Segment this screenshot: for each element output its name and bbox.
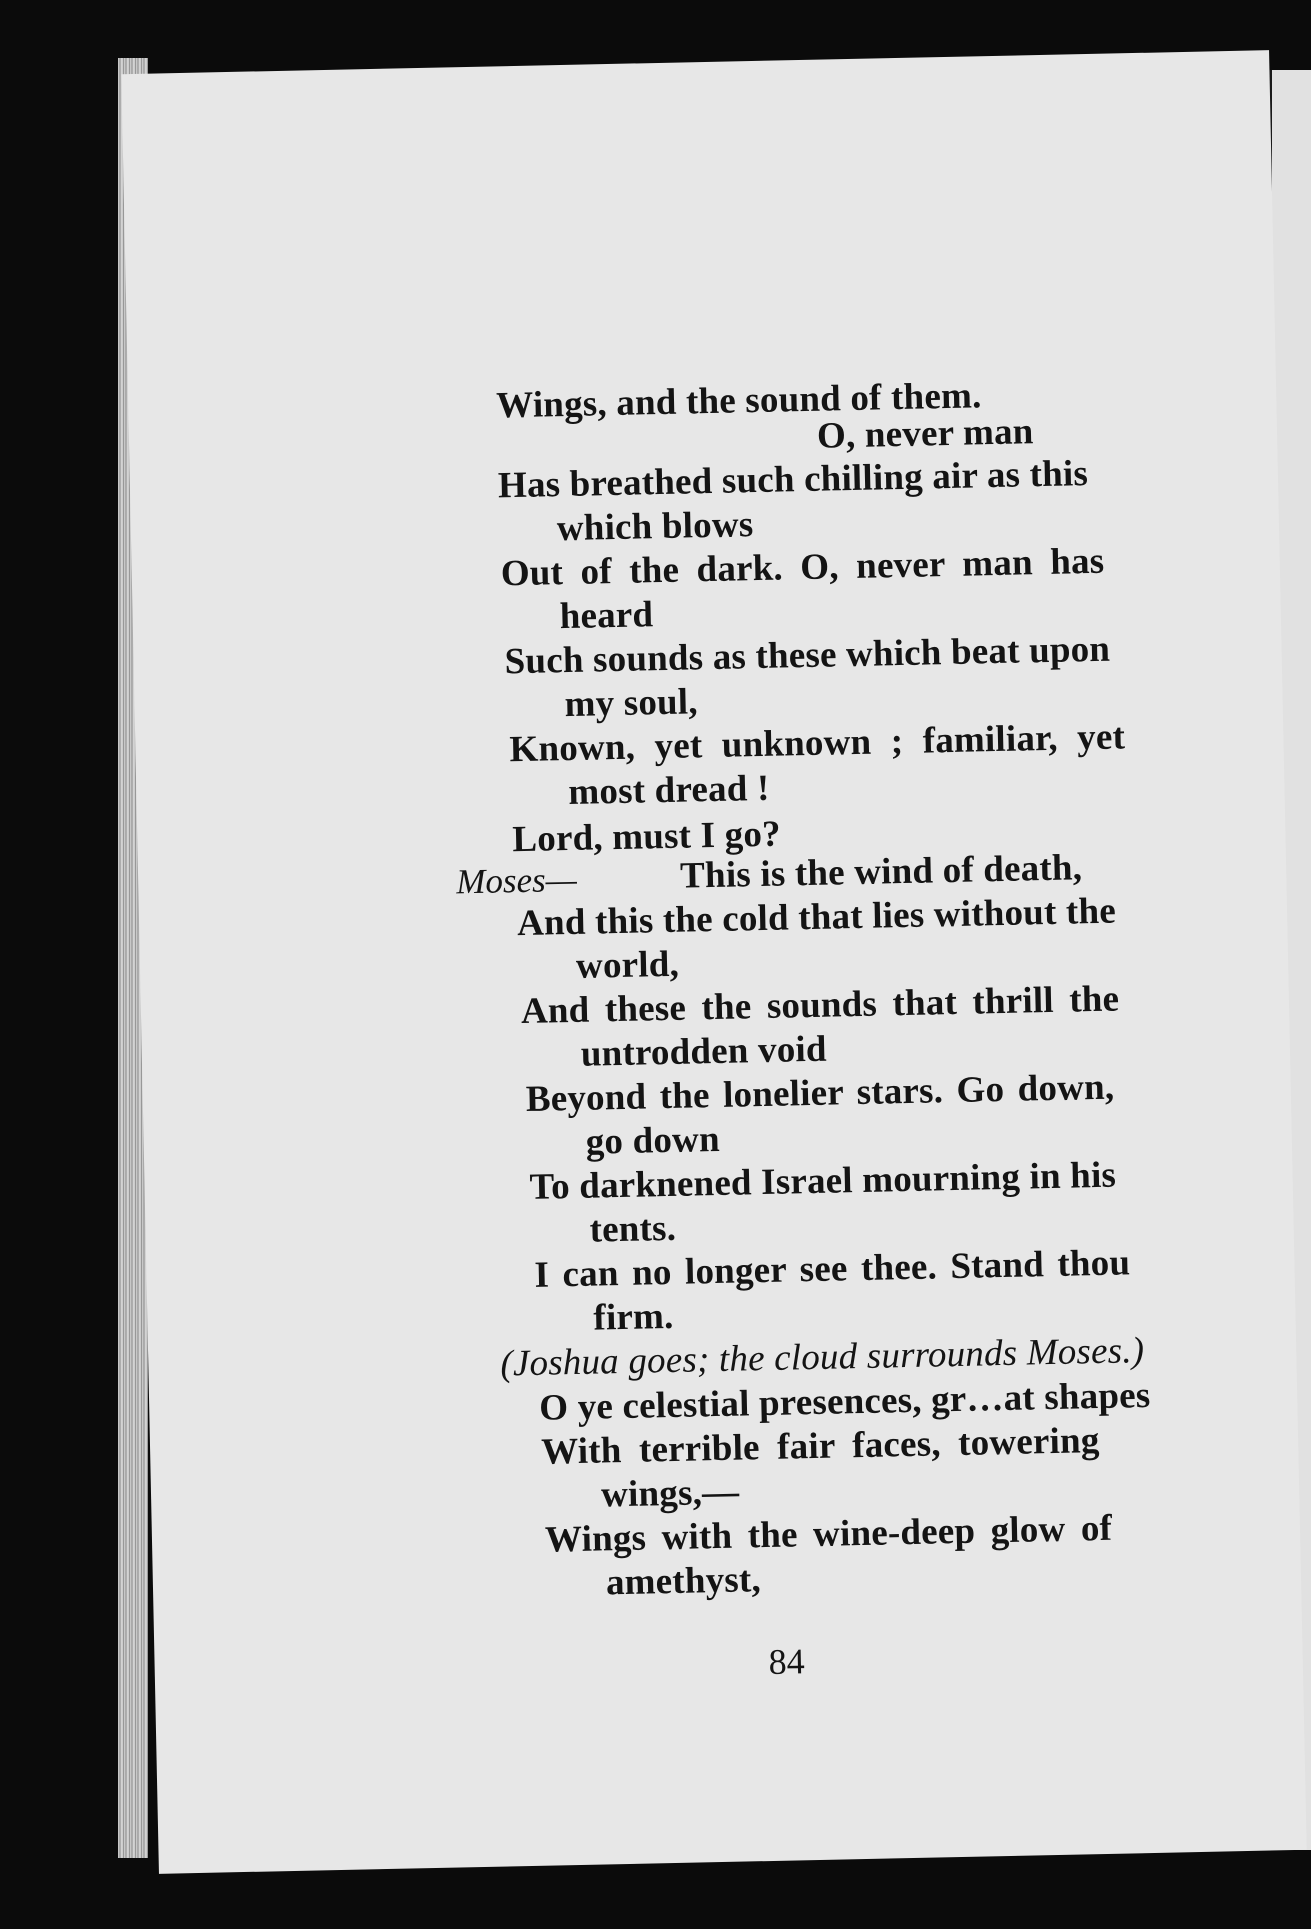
verse-line: O ye celestial presences, gr…at shapes [538,1374,1151,1429]
verse-line: Beyond the lonelier stars. Go down, [525,1066,1115,1120]
verse-line: Known, yet unknown ; familiar, yet [509,716,1126,771]
verse-line: Has breathed such chilling air as this [497,453,1089,507]
verse-line: I can no longer see thee. Stand thou [534,1242,1131,1296]
verse-line: go down [585,1118,721,1163]
verse-line: With terrible fair faces, towering [540,1420,1100,1473]
verse-line: O, never man [816,411,1034,457]
verse-line: wings,— [600,1471,740,1516]
verse-line: Wings, and the sound of them. [495,375,982,427]
verse-line: And this the cold that lies without the [516,890,1117,945]
verse-line: firm. [593,1295,674,1339]
verse-line: Wings with the wine-deep glow of [544,1507,1113,1561]
verse-line: untrodden void [580,1028,828,1075]
verse-line: And these the sounds that thrill the [520,978,1120,1033]
verse-line: This is the wind of death, [679,847,1083,897]
verse-line: heard [559,594,654,638]
speaker-label: Moses— [455,859,578,902]
verse-line: which blows [556,504,754,550]
verse-line: amethyst, [605,1559,762,1604]
verse-line: Out of the dark. O, never man has [500,540,1105,595]
verse-line: To darknened Israel mourning in his [529,1154,1117,1208]
book-page [121,50,1306,1874]
page-number: 84 [768,1641,806,1683]
verse-line: Such sounds as these which beat upon [504,628,1111,683]
verse-line: my soul, [564,681,699,726]
verse-line: world, [575,943,680,987]
verse-line: Lord, must I go? [511,813,782,861]
verse-line: most dread ! [567,767,770,814]
stage-direction: (Joshua goes; the cloud surrounds Moses.) [499,1330,1145,1385]
verse-line: tents. [589,1207,677,1251]
